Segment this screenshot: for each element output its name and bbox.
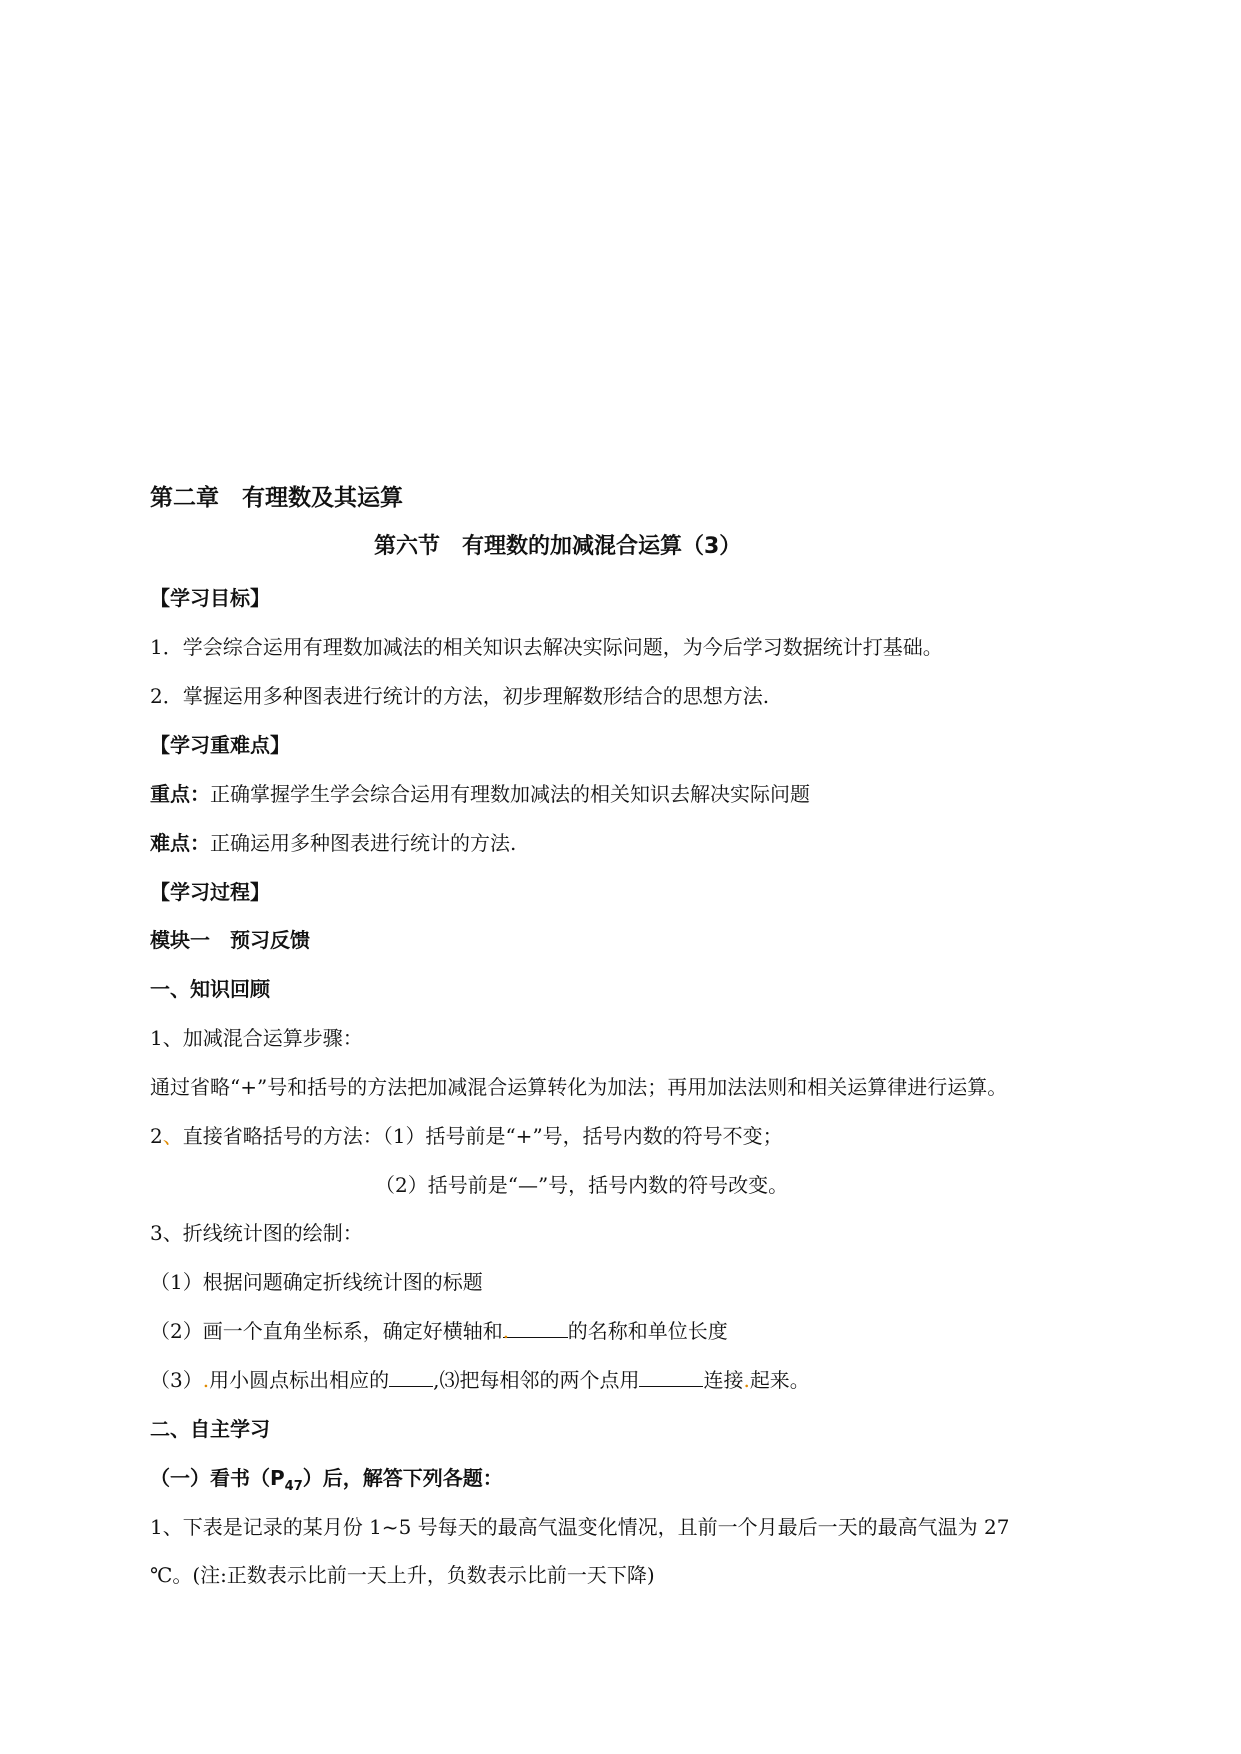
review-item-2-number: 2 xyxy=(150,1124,163,1148)
review-heading: 一、知识回顾 xyxy=(150,977,270,1001)
fill-blank[interactable] xyxy=(389,1366,433,1387)
chart-step-1: （1）根据问题确定折线统计图的标题 xyxy=(150,1270,483,1294)
chapter-title: 第二章 有理数及其运算 xyxy=(150,485,403,511)
orange-mark: . xyxy=(202,1368,210,1392)
chart-step-2-before: （2）画一个直角坐标系，确定好横轴和 xyxy=(150,1319,503,1343)
review-item-3-title: 3、折线统计图的绘制： xyxy=(150,1221,363,1245)
objectives-heading: 【学习目标】 xyxy=(150,586,270,610)
question-1-line-1: 1、下表是记录的某月份 1~5 号每天的最高气温变化情况，且前一个月最后一天的最高气温为 27 xyxy=(150,1515,1010,1539)
chart-step-2-after: 的名称和单位长度 xyxy=(567,1319,728,1343)
fill-blank[interactable] xyxy=(502,1317,568,1343)
review-item-1-text: 通过省略“+”号和括号的方法把加减混合运算转化为加法；再用加法法则和相关运算律进行运算。 xyxy=(150,1075,1008,1099)
objective-1: 1．学会综合运用有理数加减法的相关知识去解决实际问题，为今后学习数据统计打基础。 xyxy=(150,635,943,659)
key-point-text: 正确掌握学生学会综合运用有理数加减法的相关知识去解决实际问题 xyxy=(210,782,810,806)
difficulty-label: 难点： xyxy=(150,831,210,855)
orange-mark: . xyxy=(502,1319,510,1343)
subsection-heading xyxy=(150,1464,503,1501)
orange-mark: 、 xyxy=(162,1124,183,1148)
fill-blank[interactable] xyxy=(639,1366,703,1387)
review-item-2 xyxy=(150,1122,783,1150)
objective-2: 2．掌握运用多种图表进行统计的方法，初步理解数形结合的思想方法. xyxy=(150,684,770,708)
chart-step-3 xyxy=(150,1366,810,1394)
review-item-1-title: 1、加减混合运算步骤： xyxy=(150,1026,363,1050)
self-study-heading: 二、自主学习 xyxy=(150,1417,270,1441)
chart-step-3-text-a: 用小圆点标出相应的 xyxy=(209,1368,390,1392)
question-1-line-2: ℃。(注:正数表示比前一天上升，负数表示比前一天下降) xyxy=(150,1563,655,1587)
chart-step-3-text-c: 连接 xyxy=(703,1368,744,1392)
subsection-suffix: ）后，解答下列各题： xyxy=(302,1466,503,1490)
difficulty-line xyxy=(150,829,516,857)
section-title: 第六节 有理数的加减混合运算（3） xyxy=(374,534,742,559)
chart-step-2 xyxy=(150,1317,728,1345)
process-heading: 【学习过程】 xyxy=(150,880,270,904)
subsection-prefix: （一）看书（P xyxy=(150,1466,285,1490)
key-points-heading: 【学习重难点】 xyxy=(150,733,290,757)
review-item-2-continuation: （2）括号前是“—”号，括号内数的符号改变。 xyxy=(375,1173,789,1197)
chart-step-3-text-b: ,⑶把每相邻的两个点用 xyxy=(433,1368,640,1392)
page-subscript: 47 xyxy=(284,1479,303,1494)
orange-mark: . xyxy=(743,1368,750,1392)
chart-step-3-text-d: 起来。 xyxy=(749,1368,810,1392)
difficulty-text: 正确运用多种图表进行统计的方法. xyxy=(210,831,517,855)
review-item-2-text: 直接省略括号的方法：（1）括号前是“+”号，括号内数的符号不变； xyxy=(182,1124,783,1148)
key-point-label: 重点： xyxy=(150,782,210,806)
module-1-heading: 模块一 预习反馈 xyxy=(150,928,310,952)
chart-step-3-prefix: （3） xyxy=(150,1368,203,1392)
key-point-line xyxy=(150,780,810,808)
